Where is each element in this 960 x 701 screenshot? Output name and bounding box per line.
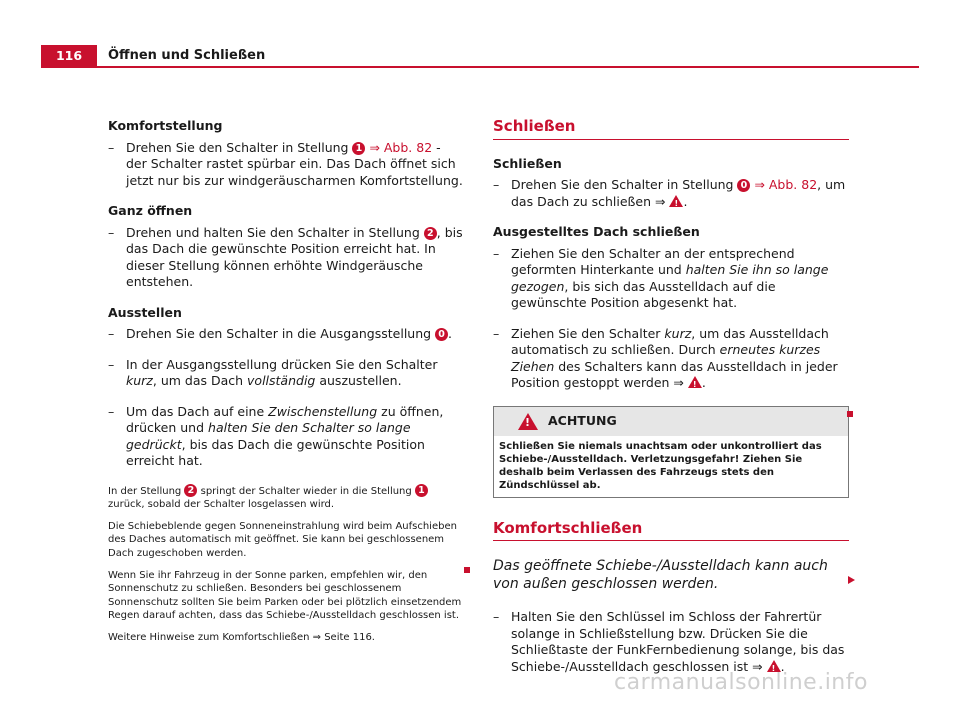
text: Ziehen Sie den Schalter an der entsprechend geformten Hinterkante und [511,245,795,277]
dash: – [108,139,115,155]
dash: – [493,177,500,192]
position-badge: 1 [352,142,365,155]
text: kurz [664,325,692,341]
list-item [493,326,849,392]
text: Halten Sie den Schlüssel im Schloss der Fahrertür solange in Schließstellung bzw. Drücken Sie die Schließtaste der FunkFernbedienung solange, bis das Schiebe-/Ausstelldach geschlossen ist ⇒ [511,609,845,674]
text: zurück, sobald der Schalter losgelassen wird. [108,498,335,510]
list-item [493,246,849,312]
section-rule [493,139,849,140]
heading-ausstellen: Ausstellen [108,304,182,320]
text: , bis das Dach die gewünschte Position erreicht hat. [126,436,425,468]
figure-link[interactable]: ⇒ Abb. 82 [369,139,433,155]
dash: – [108,326,115,341]
warning-text: Schließen Sie niemals unachtsam oder unkontrolliert das Schiebe-/Ausstelldach. Verletzungsgefahr! Ziehen Sie deshalb beim Verlassen des Fahrzeugs stets den Zündschlüssel ab. [499,440,822,492]
text: auszustellen. [315,373,402,388]
text: zu öffnen, drücken und [126,403,444,435]
text: springt der Schalter wieder in die Stellung [197,485,415,497]
text: Drehen Sie den Schalter in die Ausgangsstellung [126,326,436,341]
text: kurz [126,373,153,388]
warning-icon[interactable] [688,376,702,388]
text: , um das Dach [152,373,248,388]
note-paragraph: Wenn Sie ihr Fahrzeug in der Sonne parken, empfehlen wir, den Sonnenschutz zu schließen. Besonders bei geschlossenem Sonnenschutz sollten Sie beim Parken oder bei plötzlich einsetzendem Regen darauf achten, dass das Schiebe-/Ausstelldach geschlossen ist. [108,569,462,621]
section-end-marker [464,567,470,573]
text: halten Sie ihn so lange gezogen [511,262,829,294]
dash: – [108,356,115,372]
left-column [108,118,464,653]
page-number: 116 [41,45,97,67]
warning-box-header [494,407,848,436]
warning-title: ACHTUNG [548,412,617,428]
text: des Schalters kann das Ausstelldach in jeder Position gestoppt werden ⇒ [511,358,838,390]
text: , bis das Dach die gewünschte Position erreicht hat. In dieser Stellung können erhöhte Windgeräusche entstehen. [126,224,463,289]
right-column [493,118,849,689]
text: Drehen und halten Sie den Schalter in Stellung [126,224,424,240]
text: . [780,658,785,674]
heading-ausgestelltes-dach: Ausgestelltes Dach schließen [493,224,700,239]
dash: – [108,403,115,419]
figure-link[interactable]: ⇒ Abb. 82 [754,177,818,192]
list-item [108,140,464,190]
position-badge: 2 [424,227,437,240]
warning-box [493,406,849,498]
text: . [701,375,706,390]
page-header-title: Öffnen und Schließen [108,48,266,63]
header-rule [41,66,919,68]
text: erneutes kurzes Ziehen [511,342,821,374]
text: , um das Dach zu schließen ⇒ [511,177,846,209]
watermark: carmanualsonline.info [614,670,868,695]
text: Drehen Sie den Schalter in Stellung [511,177,738,192]
text: . [448,326,453,341]
list-item [493,177,849,210]
text: halten Sie den Schalter so lange gedrückt [126,420,411,452]
position-badge: 2 [184,484,197,497]
list-item [108,404,464,470]
position-badge: 1 [415,484,428,497]
position-badge: 0 [435,328,448,341]
heading-schliessen: Schließen [493,155,562,171]
note-paragraph [108,484,464,512]
continue-arrow-icon [848,576,855,584]
text: Ziehen Sie den Schalter [511,325,665,341]
section-intro: Das geöffnete Schiebe-/Ausstelldach kann auch von außen geschlossen werden. [493,558,828,593]
text: Zwischenstellung [268,403,378,419]
list-item [493,609,849,675]
text: In der Ausgangsstellung drücken Sie den Schalter [126,356,438,372]
section-title-komfortschliessen: Komfortschließen [493,518,643,537]
note-paragraph: Die Schiebeblende gegen Sonneneinstrahlung wird beim Aufschieben des Daches automatisch mit geöffnet. Sie kann bei geschlossenem Dach zugeschoben werden. [108,521,457,559]
warning-icon[interactable] [669,195,683,207]
list-item [108,326,464,343]
dash: – [493,325,500,341]
text: Drehen Sie den Schalter in Stellung [126,139,353,155]
heading-komfortstellung: Komfortstellung [108,118,223,133]
dash: – [493,609,500,625]
text: Um das Dach auf eine [126,403,269,419]
text: - der Schalter rastet spürbar ein. Das Dach öffnet sich jetzt nur bis zur windgeräuscharmen Komfortstellung. [126,139,463,188]
note-paragraph: Weitere Hinweise zum Komfortschließen ⇒ Seite 116. [108,632,375,644]
heading-ganz-oeffnen: Ganz öffnen [108,203,193,218]
list-item [108,225,464,291]
warning-triangle-icon [518,413,538,430]
list-item [108,357,464,390]
section-title-schliessen: Schließen [493,117,576,135]
text: . [683,193,688,209]
text: In der Stellung [108,485,185,497]
text: , bis sich das Ausstelldach auf die gewünschte Position abgesenkt hat. [511,278,776,310]
section-end-marker [847,411,853,417]
dash: – [493,245,500,261]
dash: – [108,224,115,240]
text: , um das Ausstelldach automatisch zu schließen. Durch [511,325,829,357]
position-badge: 0 [737,179,750,192]
section-rule [493,540,849,541]
text: vollständig [247,373,316,388]
